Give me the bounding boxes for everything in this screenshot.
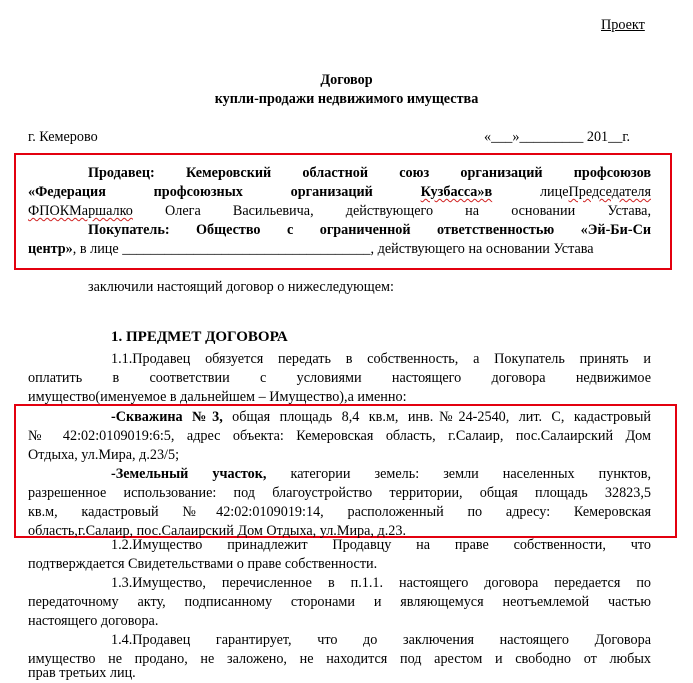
seller-rep-line: ФПОКМаршалко Олега Васильевича, действующего на основании Устава, [28, 203, 651, 219]
section-heading: 1. ПРЕДМЕТ ДОГОВОРА [111, 329, 288, 345]
p12-line1: 1.2.Имущество принадлежит Продавцу на праве собственности, что [111, 537, 651, 553]
buyer-line: Покупатель: Общество с ограниченной ответственностью «Эй-Би-Си [88, 222, 651, 238]
contract-title: Договор [320, 72, 373, 88]
land-line1: -Земельный участок, категории земель: земли населенных пунктов, [111, 466, 651, 482]
city-label: г. Кемерово [28, 129, 98, 145]
date-field: «___»_________ 201__г. [484, 129, 631, 145]
contract-subtitle: купли-продажи недвижимого имущества [214, 91, 479, 107]
p13-line2: передаточному акту, подписанному сторонами и являющемуся неотъемлемой частью [28, 594, 651, 610]
well-line2: № 42:02:0109019:6:5, адрес объекта: Кемеровская область, г.Салаир, пос.Салаирский Дом [28, 428, 651, 444]
p14-line1: 1.4.Продавец гарантирует, что до заключения настоящего Договора [111, 632, 651, 648]
p13-line1: 1.3.Имущество, перечисленное в п.1.1. настоящего договора передается по [111, 575, 651, 591]
land-line2: разрешенное использование: под благоустройство территории, общая площадь 32823,5 [28, 485, 651, 501]
intro-text: заключили настоящий договор о нижеследующем: [88, 279, 394, 295]
p12-line2: подтверждается Свидетельствами о праве собственности. [28, 556, 378, 572]
p13-line3: настоящего договора. [28, 613, 159, 629]
seller-name-line: «Федерация профсоюзных организаций Кузбасса»в лицеПредседателя [28, 184, 651, 200]
draft-label: Проект [601, 17, 645, 33]
p14-line3: прав третьих лиц. [28, 665, 136, 681]
p11-line1: 1.1.Продавец обязуется передать в собственность, а Покупатель принять и [111, 351, 651, 367]
buyer-rep-line: центр», в лице ___________________________________, действующего на основании Устава [28, 241, 594, 257]
p14-line2: имущество не продано, не заложено, не находится под арестом и свободно от любых [28, 651, 651, 667]
well-line1: -Скважина №3, общая площадь 8,4 кв.м, инв.№24-2540, лит. С, кадастровый [111, 409, 651, 425]
land-line4: область,г.Салаир, пос.Салаирский Дом Отдыха, ул.Мира, д.23. [28, 523, 407, 539]
land-line3: кв.м, кадастровый №42:02:0109019:14, расположенный по адресу: Кемеровская [28, 504, 651, 520]
seller-line: Продавец: Кемеровский областной союз организаций профсоюзов [88, 165, 651, 181]
p11-line3: имущество(именуемое в дальнейшем – Имущество),а именно: [28, 389, 407, 405]
well-line3: Отдыха, ул.Мира, д.23/5; [28, 447, 180, 463]
p11-line2: оплатить в соответствии с условиями настоящего договора недвижимое [28, 370, 651, 386]
